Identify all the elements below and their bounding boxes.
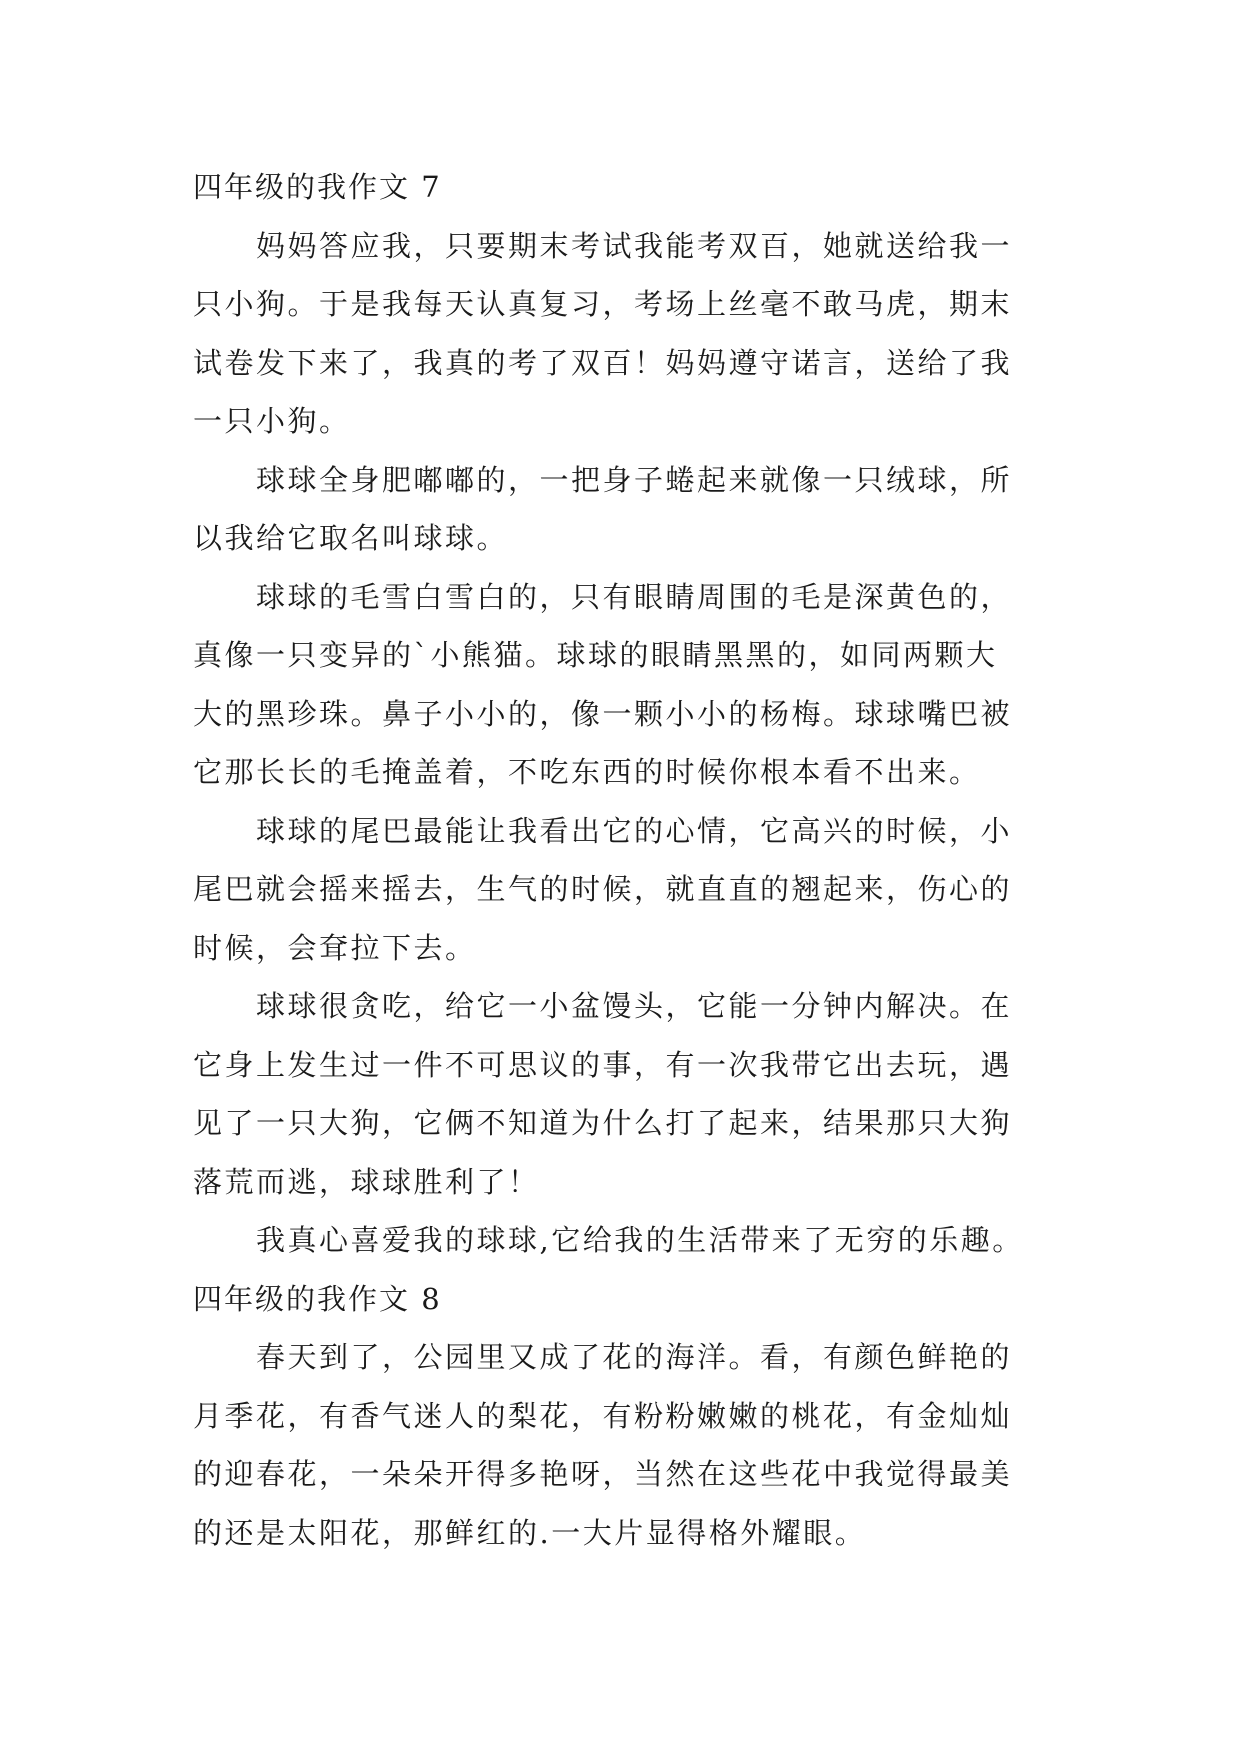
text-line: 的还是太阳花，那鲜红的.一大片显得格外耀眼。 [193,1515,867,1550]
text-line: 只小狗。于是我每天认真复习，考场上丝毫不敢马虎，期末 [193,287,1013,321]
essay-heading: 四年级的我作文 7 [193,170,442,204]
text-line: 球球全身肥嘟嘟的，一把身子蜷起来就像一只绒球，所 [256,462,1013,497]
text-line: 妈妈答应我，只要期末考试我能考双百，她就送给我一 [256,228,1013,263]
text-line: 它那长长的毛掩盖着，不吃东西的时候你根本看不出来。 [193,755,981,789]
text-line: 球球的尾巴最能让我看出它的心情，它高兴的时候，小 [256,813,1013,848]
text-line: 大的黑珍珠。鼻子小小的，像一颗小小的杨梅。球球嘴巴被 [193,696,1013,731]
text-line: 试卷发下来了，我真的考了双百！妈妈遵守诺言，送给了我 [193,345,1013,380]
text-line: 球球的毛雪白雪白的，只有眼睛周围的毛是深黄色的， [256,579,1013,614]
text-line: 我真心喜爱我的球球,它给我的生活带来了无穷的乐趣。 [256,1223,1024,1257]
text-line: 时候，会耷拉下去。 [193,930,477,965]
text-line: 的迎春花，一朵朵开得多艳呀，当然在这些花中我觉得最美 [193,1457,1013,1491]
text-line: 真像一只变异的`小熊猫。球球的眼睛黑黑的，如同两颗大 [193,638,998,672]
text-line: 落荒而逃，球球胜利了！ [193,1164,540,1199]
text-line: 一只小狗。 [193,404,351,438]
text-line: 月季花，有香气迷人的梨花，有粉粉嫩嫩的桃花，有金灿灿 [193,1398,1013,1433]
text-line: 以我给它取名叫球球。 [193,521,509,555]
text-line: 尾巴就会摇来摇去，生气的时候，就直直的翘起来，伤心的 [193,872,1013,906]
text-line: 球球很贪吃，给它一小盆馒头，它能一分钟内解决。在 [256,989,1013,1023]
document-body [193,158,1059,1562]
text-line: 它身上发生过一件不可思议的事，有一次我带它出去玩，遇 [193,1047,1013,1082]
essay-heading: 四年级的我作文 8 [193,1281,442,1316]
text-line: 见了一只大狗，它俩不知道为什么打了起来，结果那只大狗 [193,1106,1013,1140]
text-line: 春天到了，公园里又成了花的海洋。看，有颜色鲜艳的 [256,1340,1013,1374]
